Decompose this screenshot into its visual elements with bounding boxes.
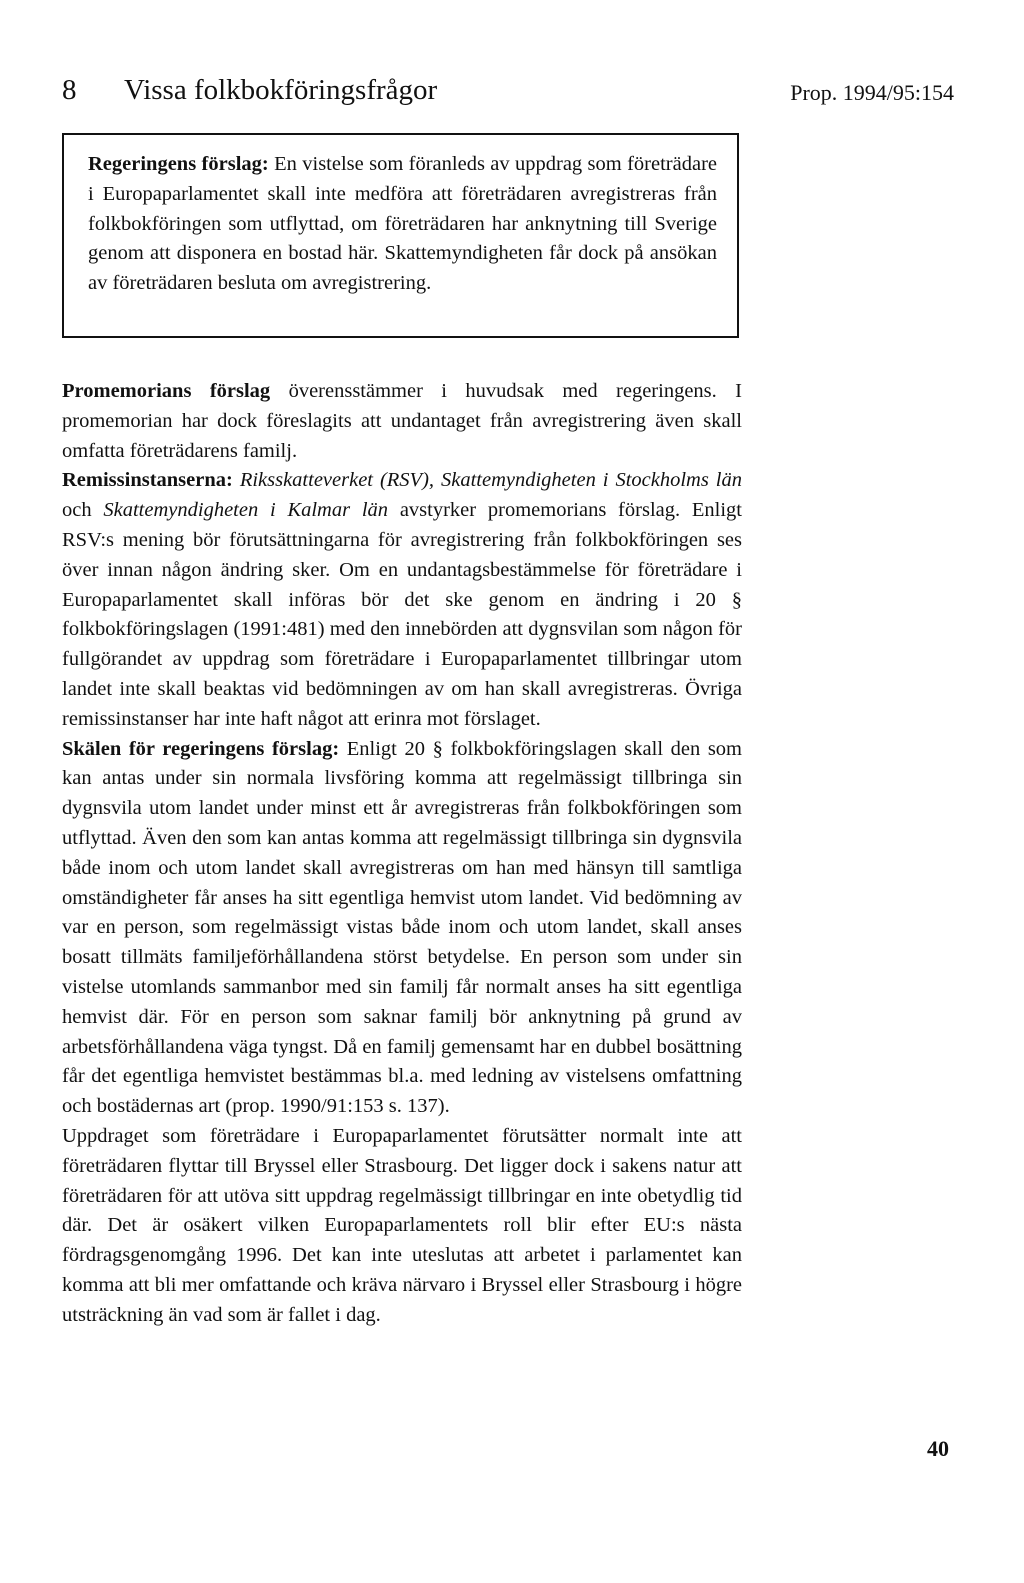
reasons-text: Enligt 20 § folkbokföringslagen skall den som kan antas under sin normala livsföring komma att regelmässigt tillbringa sin dygnsvila utom landet under minst ett år avregistreras från folkbokföringen som utflyttad. Även den som kan antas komma att regelmässigt tillbringa sin dygnsvila både inom och utom landet skall avregistreras om han med hänsyn till samtliga omständigheter får anses ha sitt egentliga hemvist utom landet. Vid bedömning av var en person, som regelmässigt vistas både inom och utom landet, skall anses bosatt tillmäts familjeförhållandena störst betydelse. En person som under sin vistelse utomlands sammanbor med sin familj får normalt anses ha sitt egentliga hemvist där. För en person som saknar familj bör anknytning på grund av arbetsförhållandena väga tyngst. Då en familj gemensamt har en dubbel bosättning får det egentliga hemvistet bestämmas bl.a. med ledning av vistelsens omfattning och bostädernas art (prop. 1990/91:153 s. 137). [62,737,743,1118]
government-proposal-text: En vistelse som föranleds av uppdrag som företrädare i Europaparlamentet skall inte medföra att företrädaren avregistreras från folkbokföringen som utflyttad, om företrädaren har anknytning till Sverige genom att disponera en bostad här. Skattemyndigheten får dock på ansökan av företrädaren besluta om avregistrering. [88,153,717,295]
reasons-label: Skälen för regeringens förslag: [62,737,340,760]
remiss-bodies-italic-1: Riksskatteverket (RSV), Skattemyndigheten i Stockholms län [239,469,742,492]
remiss-paragraph [62,466,742,734]
remiss-label: Remissinstanserna: [62,469,233,492]
memo-paragraph [62,377,742,466]
memo-label: Promemorians förslag [62,380,271,402]
remiss-text-2: avstyrker promemorians förslag. Enligt RSV:s mening bör förutsättningarna för avregistrering från folkbokföringen ses över innan någon ändring sker. Om en undantagsbestämmelse för företrädare i Europaparlamentet skall införas bör det ske genom en ändring i 20 § folkbokföringslagen (1991:481) med den innebörden att dygnsvilan som någon för fullgörandet av uppdrag som företrädare i Europaparlamentet tillbringar utom landet inte skall beaktas vid bedömningen av om han skall avregistreras. Övriga remissinstanser har inte haft något att erinra mot förslaget. [62,499,742,730]
memo-text: överensstämmer i huvudsak med regeringens. I promemorian har dock föreslagits att undantaget från avregistrering även skall omfatta företrädarens familj. [62,380,742,462]
government-proposal-label: Regeringens förslag: [88,153,269,175]
page-header [62,74,954,118]
body-text [62,377,742,1331]
header-page-number: 8 [62,74,77,106]
government-proposal-box [62,133,739,338]
section-title: Vissa folkbokföringsfrågor [124,74,438,106]
final-paragraph: Uppdraget som företrädare i Europaparlamentet förutsätter normalt inte att företrädaren flyttar till Bryssel eller Strasbourg. Det ligger dock i sakens natur att företrädaren för att utöva sitt uppdrag regelmässigt tillbringar en inte obetydlig tid där. Det är osäkert vilken Europaparlamentets roll blir efter EU:s nästa fördragsgenomgång 1996. Det kan inte uteslutas att arbetet i parlamentet kan komma att bli mer omfattande och kräva närvaro i Bryssel eller Strasbourg i högre utsträckning än vad som är fallet i dag. [62,1124,742,1326]
proposition-reference: Prop. 1994/95:154 [790,80,954,105]
reasons-paragraph [62,735,742,1122]
remiss-text-1: och [62,499,104,522]
footer-page-number: 40 [927,1436,949,1461]
remiss-bodies-italic-2: Skattemyndigheten i Kalmar län [103,499,389,522]
